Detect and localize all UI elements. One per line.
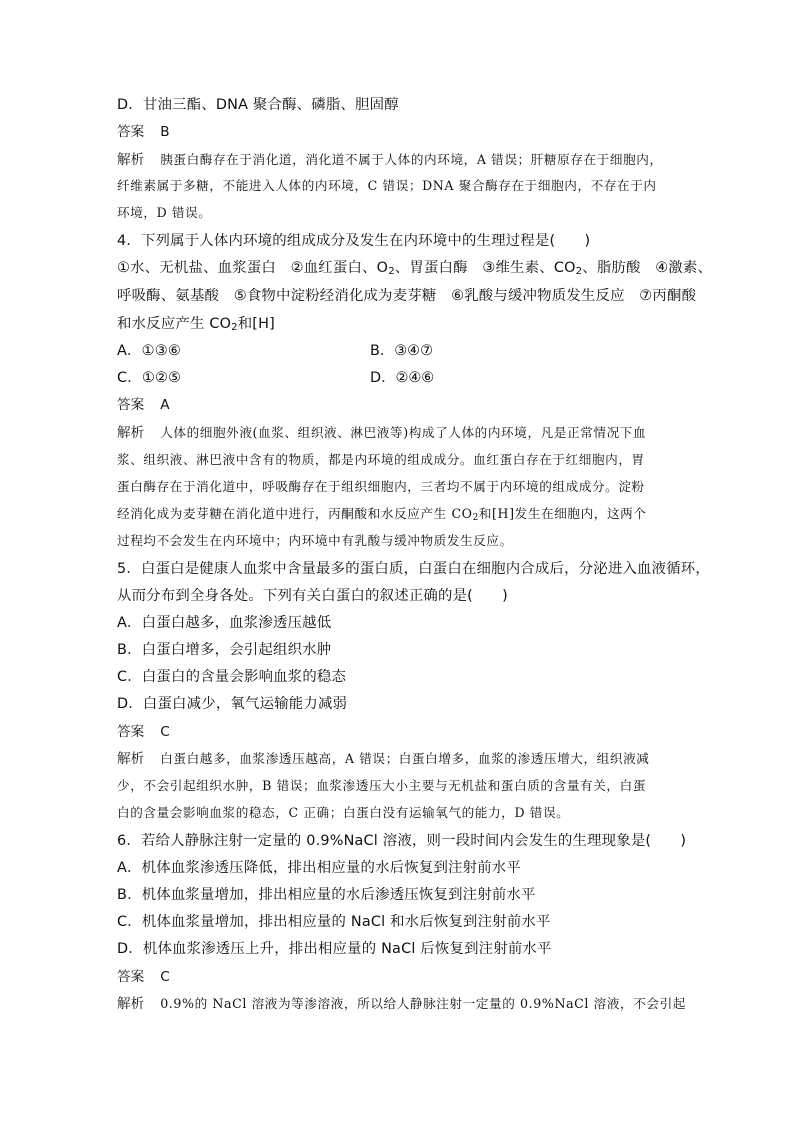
q4-answer xyxy=(117,395,687,415)
q5-stem-line: 5．白蛋白是健康人血浆中含量最多的蛋白质，白蛋白在细胞内合成后，分泌进入血液循环， xyxy=(117,561,710,577)
q6-option-a: A．机体血浆渗透压降低，排出相应量的水后恢复到注射前水平 xyxy=(117,860,521,876)
answer-value: C xyxy=(160,724,170,740)
q6-option-b: B．机体血浆量增加，排出相应量的水后渗透压恢复到注射前水平 xyxy=(117,887,536,903)
explanation-label: 解析 xyxy=(117,996,145,1012)
q5-stem-line: 从而分布到全身各处。下列有关白蛋白的叙述正确的是( ) xyxy=(117,588,508,604)
q6-explanation-line: 解析 0.9%的 NaCl 溶液为等渗溶液，所以给人静脉注射一定量的 0.9%NaCl 溶液，不会引起 xyxy=(117,996,686,1012)
q4-explanation-line: 蛋白酶存在于消化道中，呼吸酶存在于组织细胞内，三者均不属于内环境的组成成分。淀粉 xyxy=(117,479,645,494)
q5-explanation-line: 白的含量会影响血浆的稳态，C 正确；白蛋白没有运输氧气的能力，D 错误。 xyxy=(117,805,570,820)
q5-option-c: C．白蛋白的含量会影响血浆的稳态 xyxy=(117,669,347,685)
q5-option-a: A．白蛋白越多，血浆渗透压越低 xyxy=(117,615,332,631)
q3-answer xyxy=(117,122,687,142)
q4-stem: 4．下列属于人体内环境的组成成分及发生在内环境中的生理过程是( ) xyxy=(117,233,591,249)
q4-explanation-line: 经消化成为麦芽糖在消化道中进行，丙酮酸和水反应产生 $CO_2$和[H]发生在细胞内，这两个 xyxy=(117,506,647,523)
q3-explanation-line: 解析 胰蛋白酶存在于消化道，消化道不属于人体的内环境，A 错误；肝糖原存在于细胞内， xyxy=(117,152,663,168)
explanation-label: 解析 xyxy=(117,425,145,441)
q5-explanation-line: 解析 白蛋白越多，血浆渗透压越高，A 错误；白蛋白增多，血浆的渗透压增大，组织液减 xyxy=(117,751,650,767)
q4-option-c: C．①②⑤ xyxy=(117,370,182,386)
q4-explanation-line: 解析 人体的细胞外液(血浆、组织液、淋巴液等)构成了人体的内环境，凡是正常情况下血 xyxy=(117,425,647,441)
q3-option-d: D．甘油三酯、DNA 聚合酶、磷脂、胆固醇 xyxy=(117,97,399,113)
q5-answer xyxy=(117,722,687,742)
q6-stem: 6．若给人静脉注射一定量的 0.9%NaCl 溶液，则一段时间内会发生的生理现象是( ) xyxy=(117,833,687,849)
q4-items-line: ①水、无机盐、血浆蛋白 ②血红蛋白、$O_2$、胃蛋白酶 ③维生素、$CO_2$、脂肪酸 ④激素、 xyxy=(117,260,713,277)
q3-explanation-line: 环境，D 错误。 xyxy=(117,205,212,220)
q6-answer xyxy=(117,967,687,987)
explanation-label: 解析 xyxy=(117,152,145,168)
answer-label: 答案 xyxy=(117,969,145,985)
q4-option-a: A．①③⑥ xyxy=(117,343,181,359)
answer-value: B xyxy=(160,124,170,140)
answer-value: C xyxy=(160,969,170,985)
answer-label: 答案 xyxy=(117,724,145,740)
answer-value: A xyxy=(160,397,170,413)
q6-option-d: D．机体血浆渗透压上升，排出相应量的 NaCl 后恢复到注射前水平 xyxy=(117,941,552,957)
q5-option-b: B．白蛋白增多，会引起组织水肿 xyxy=(117,642,332,658)
q4-items-line: 呼吸酶、氨基酸 ⑤食物中淀粉经消化成为麦芽糖 ⑥乳酸与缓冲物质发生反应 ⑦丙酮酸 xyxy=(117,288,697,304)
answer-label: 答案 xyxy=(117,397,145,413)
q6-option-c: C．机体血浆量增加，排出相应量的 NaCl 和水后恢复到注射前水平 xyxy=(117,914,551,930)
q3-explanation-line: 纤维素属于多糖，不能进入人体的内环境，C 错误；DNA 聚合酶存在于细胞内，不存在于内 xyxy=(117,178,657,193)
q4-option-b: B．③④⑦ xyxy=(370,343,433,359)
q5-option-d: D．白蛋白减少，氧气运输能力减弱 xyxy=(117,696,348,712)
explanation-label: 解析 xyxy=(117,751,145,767)
q4-explanation-line: 过程均不会发生在内环境中；内环境中有乳酸与缓冲物质发生反应。 xyxy=(117,533,513,548)
q5-explanation-line: 少，不会引起组织水肿，B 错误；血浆渗透压大小主要与无机盐和蛋白质的含量有关，白蛋 xyxy=(117,778,647,793)
answer-label: 答案 xyxy=(117,124,145,140)
q4-option-d: D．②④⑥ xyxy=(370,370,435,386)
q4-explanation-line: 浆、组织液、淋巴液中含有的物质，都是内环境的组成成分。血红蛋白存在于红细胞内，胃 xyxy=(117,452,645,467)
q4-items-line: 和水反应产生 $CO_2$和[H] xyxy=(117,316,275,333)
